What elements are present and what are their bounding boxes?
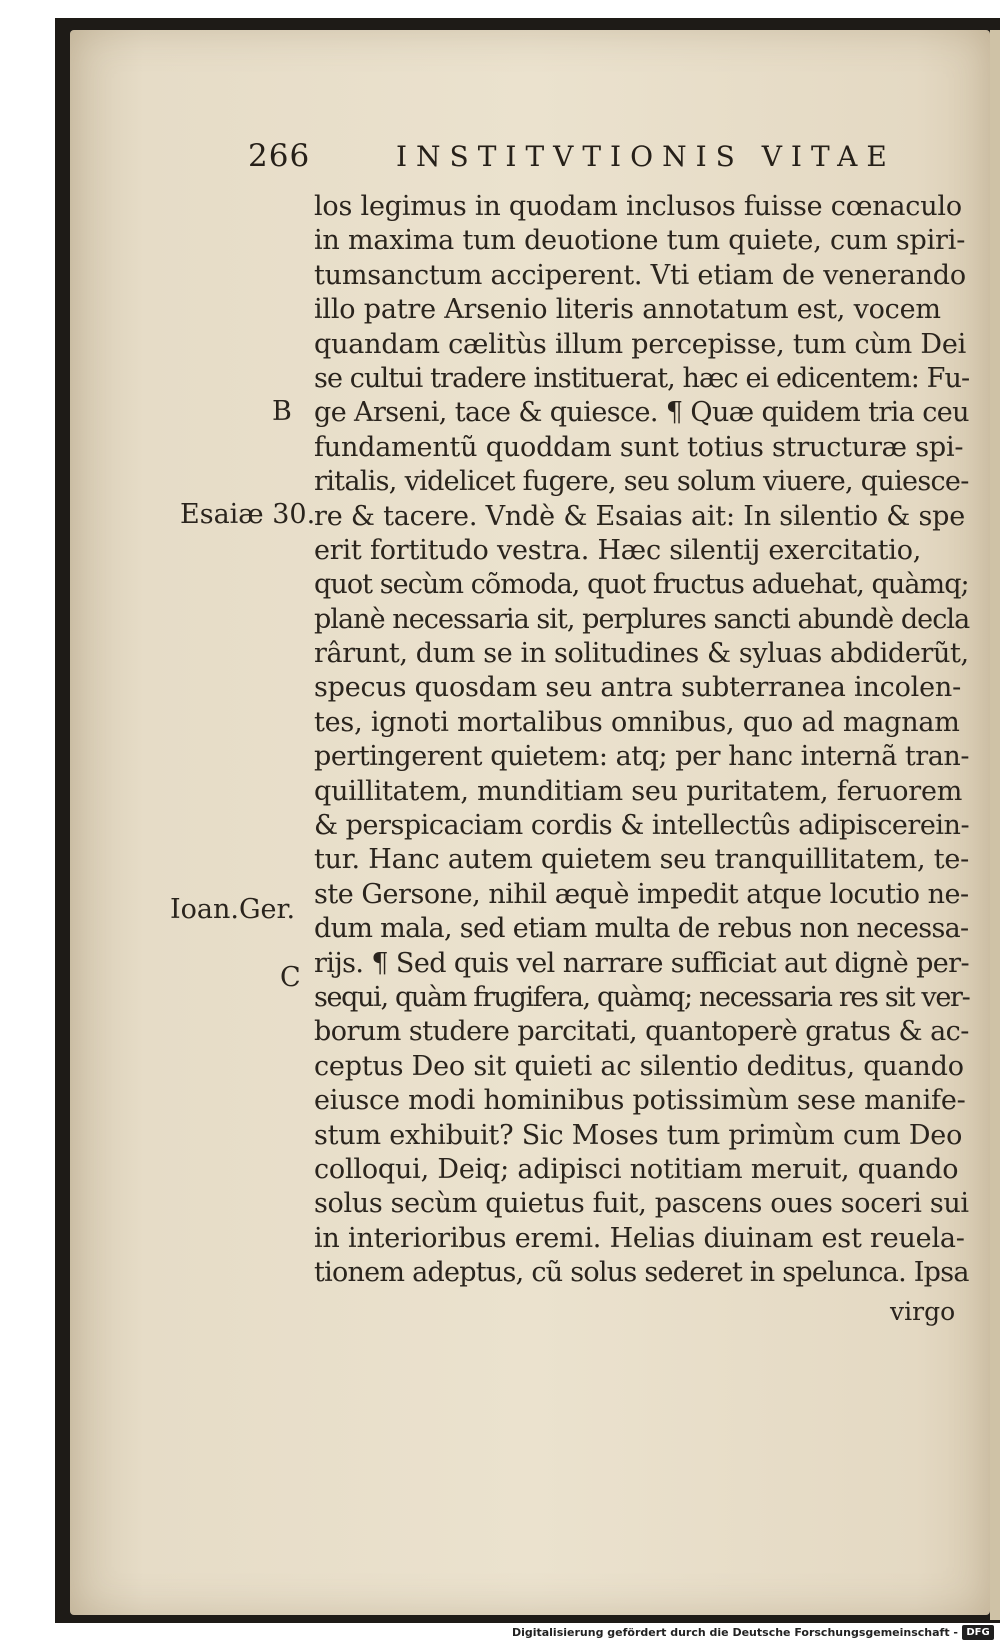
- text-line: tur. Hanc autem quietem seu tranquillitatem, te-: [314, 844, 970, 876]
- page-fore-edge: [990, 30, 1000, 1620]
- text-line: ge Arseni, tace & quiesce. ¶ Quæ quidem tria ceu: [314, 397, 969, 429]
- text-line: borum studere parcitati, quantoperè gratus & ac-: [314, 1016, 969, 1048]
- text-line: in interioribus eremi. Helias diuinam est reuela-: [314, 1222, 965, 1254]
- text-line: stum exhibuit? Sic Moses tum primùm cum Deo: [314, 1119, 963, 1151]
- text-line: ceptus Deo sit quieti ac silentio deditus, quando: [314, 1050, 964, 1082]
- text-line: los legimus in quodam inclusos fuisse cœnaculo: [314, 191, 962, 222]
- text-line: planè necessaria sit, perplures sancti abundè decla: [314, 603, 970, 635]
- page-number: 266: [248, 138, 311, 174]
- text-line: illo patre Arsenio literis annotatum est, vocem: [314, 294, 941, 326]
- text-line: rârunt, dum se in solitudines & syluas abdiderũt,: [314, 638, 969, 670]
- margin-note-section-c: C: [280, 962, 301, 993]
- catchword: virgo: [890, 1297, 956, 1326]
- body-text: [314, 190, 970, 1291]
- text-line: tes, ignoti mortalibus omnibus, quo ad magnam: [314, 706, 960, 738]
- text-line: quot secùm cõmoda, quot fructus aduehat, quàmq;: [314, 569, 969, 601]
- text-line: dum mala, sed etiam multa de rebus non necessa-: [314, 913, 969, 945]
- margin-note-section-b: B: [272, 396, 292, 427]
- text-line: fundamentũ quoddam sunt totius structuræ spi-: [314, 431, 964, 463]
- funding-credit: Digitalisierung gefördert durch die Deutsche Forschungsgemeinschaft -: [511, 1626, 958, 1639]
- dfg-logo: DFG: [962, 1625, 994, 1640]
- text-line: eiusce modi hominibus potissimùm sese manife-: [314, 1085, 966, 1117]
- text-line: & perspicaciam cordis & intellectûs adipiscerein-: [314, 810, 970, 842]
- text-line: solus secùm quietus fuit, pascens oues soceri sui: [314, 1188, 969, 1220]
- text-line: rijs. ¶ Sed quis vel narrare sufficiat aut dignè per-: [314, 947, 970, 979]
- text-line: se cultui tradere instituerat, hæc ei edicentem: Fu-: [314, 362, 970, 394]
- footer-bar: [0, 1623, 1000, 1644]
- text-line: quandam cælitùs illum percepisse, tum cùm Dei: [314, 328, 967, 360]
- page-header: [248, 136, 908, 180]
- text-line: tumsanctum acciperent. Vti etiam de venerando: [314, 259, 966, 291]
- margin-note-gerson: Ioan.Ger.: [170, 894, 296, 925]
- text-line: in maxima tum deuotione tum quiete, cum spiri-: [314, 225, 966, 257]
- text-line: pertingerent quietem: atq; per hanc internã tran-: [314, 741, 970, 773]
- margin-note-esaias: Esaiæ 30.: [180, 499, 316, 530]
- text-line: tionem adeptus, cũ solus sederet in spelunca. Ipsa: [314, 1257, 969, 1289]
- text-line: ste Gersone, nihil æquè impedit atque locutio ne-: [314, 878, 969, 910]
- running-title: INSTITVTIONIS VITAE: [396, 140, 896, 173]
- text-line: erit fortitudo vestra. Hæc silentij exercitatio,: [314, 534, 922, 566]
- text-line: re & tacere. Vndè & Esaias ait: In silentio & spe: [314, 500, 966, 532]
- text-line: sequi, quàm frugifera, quàmq; necessaria res sit ver-: [314, 981, 970, 1013]
- text-line: colloqui, Deiq; adipisci notitiam meruit, quando: [314, 1153, 959, 1185]
- text-line: quillitatem, munditiam seu puritatem, feruorem: [314, 775, 963, 807]
- text-line: ritalis, videlicet fugere, seu solum viuere, quiesce-: [314, 466, 969, 498]
- text-line: specus quosdam seu antra subterranea incolen-: [314, 672, 961, 704]
